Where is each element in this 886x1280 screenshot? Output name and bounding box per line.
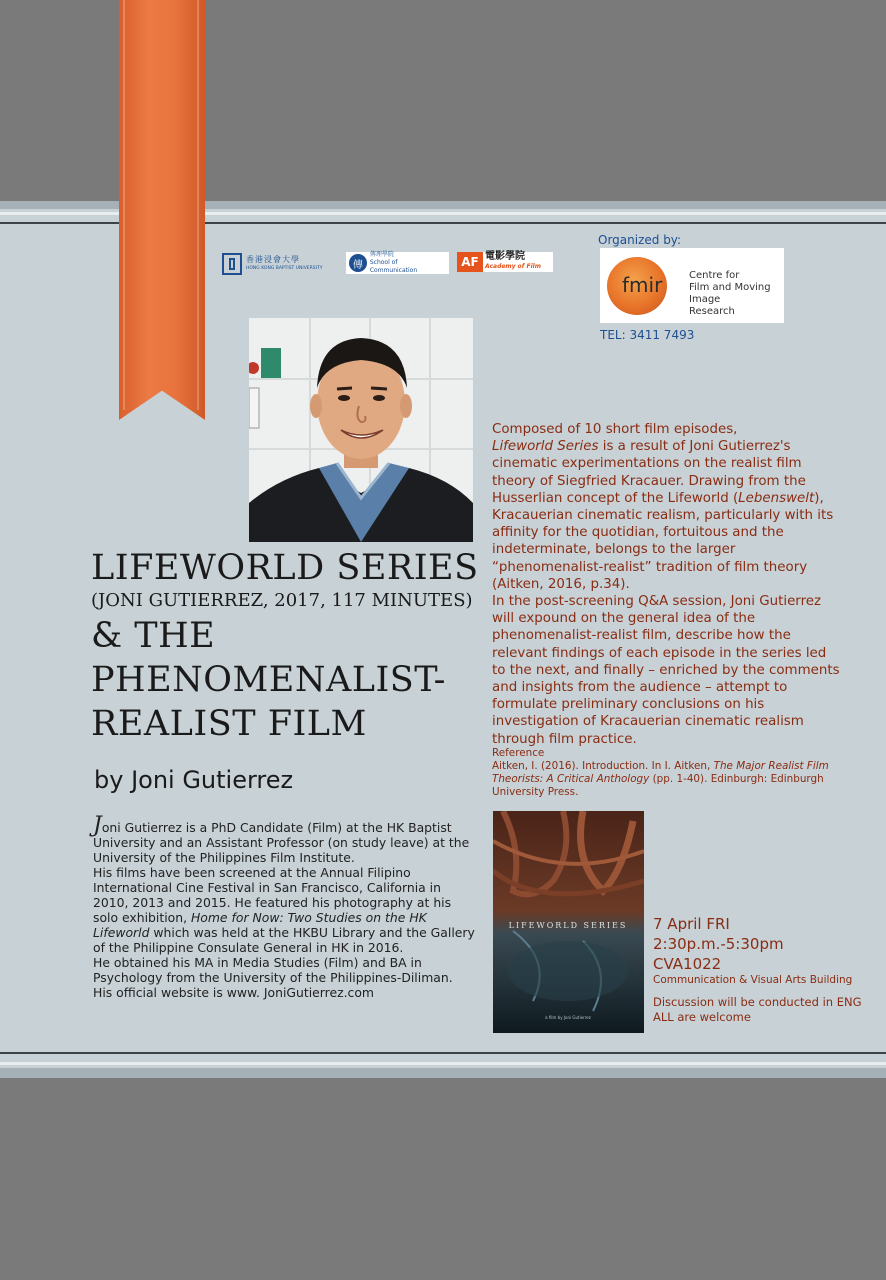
speaker-byline: by Joni Gutierrez (94, 766, 294, 794)
aof-name-en: Academy of Film (485, 263, 541, 270)
description-paragraph: In the post-screening Q&A session, Joni Gutierrez will expound on the general idea of the phenomenalist-realist film, describe how the relevant findings of each episode in the series led to the next, and finally – enriched by the comments and insights from the audience – attempt to formulate preliminary conclusions on his investigation of Kracauerian cinematic realism through film practice. (492, 594, 840, 747)
description-term: Lebenswelt (738, 490, 815, 506)
bottom-band (0, 1078, 886, 1280)
soc-emblem-icon: 傳 (349, 254, 367, 272)
divider (0, 1068, 886, 1078)
divider (0, 1052, 886, 1054)
event-venue: CVA1022 (653, 955, 722, 973)
description-text: is a result of Joni Gutierrez's cinematic experimentations on the realist film theory of Siegfried Kracauer. Drawing from the Husserlian concept of the Lifeworld ( (492, 439, 806, 506)
soc-name-zh: 傳理學院 (369, 251, 394, 258)
bio-paragraph (93, 865, 478, 955)
bio-paragraph: He obtained his MA in Media Studies (Film) and BA in Psychology from the University of the Philippines-Diliman. (93, 955, 453, 985)
reference-book-title: The Major Realist Film Theorists: A Critical Anthology (492, 760, 829, 785)
description-text: ), Kracauerian cinematic realism, particularly with its affinity for the quotidian, fortuitous and the indeterminate, belongs to the larger “phenomenalist-realist” tradition of film theory (Aitken, 2016, p.34). (492, 490, 834, 592)
description-film-title: Lifeworld Series (492, 439, 599, 455)
title-line (91, 614, 479, 746)
speaker-photo (249, 318, 473, 542)
speaker-portrait-illustration (249, 318, 473, 542)
bio-website: His official website is www. JoniGutierrez.com (93, 985, 374, 1000)
event-building: Communication & Visual Arts Building (653, 974, 853, 986)
aof-name-zh: 電影學院 (485, 251, 525, 262)
bio-text: oni Gutierrez is a PhD Candidate (Film) at the HK Baptist University and an Assistant Professor (on study leave) at the University of the Philippines Film Institute. (93, 820, 470, 865)
hkbu-name-en: HONG KONG BAPTIST UNIVERSITY (246, 266, 323, 271)
event-welcome: ALL are welcome (653, 1010, 751, 1024)
reference (492, 747, 837, 799)
hkbu-emblem-icon (222, 253, 242, 275)
fmir-name-line: Film and Moving Image (689, 282, 771, 305)
speaker-bio (93, 813, 478, 1000)
hkbu-name-zh: 香港浸會大學 (246, 255, 300, 264)
fmir-logo (600, 248, 784, 323)
event-date: 7 April FRI (653, 915, 730, 933)
film-poster (493, 811, 644, 1033)
poster-credit: a film by Joni Gutierrez (545, 1015, 591, 1020)
event-title (91, 548, 479, 746)
reference-citation (492, 760, 837, 799)
event-language: Discussion will be conducted in ENG (653, 995, 862, 1009)
bio-text: which was held at the HKBU Library and the Gallery of the Philippine Consulate General in HK in 2016. (93, 925, 475, 955)
bio-exhibition-title: Home for Now: Two Studies on the HK Lifeworld (93, 910, 427, 940)
event-time: 2:30p.m.-5:30pm (653, 935, 784, 953)
divider (0, 1062, 886, 1065)
fmir-wordmark: fmir (622, 273, 663, 297)
title-line-part: & THE (91, 616, 216, 656)
reference-text: Aitken, I. (2016). Introduction. In I. Aitken, (492, 760, 711, 772)
aof-emblem-icon: AF (457, 252, 483, 272)
reference-label: Reference (492, 747, 545, 759)
title-line-part: PHENOMENALIST- (91, 660, 446, 700)
title-line-part: REALIST FILM (91, 704, 367, 744)
organized-by-label: Organized by: (598, 233, 682, 247)
fmir-name-line: Centre for (689, 270, 740, 281)
description-text: Composed of 10 short film episodes, (492, 422, 738, 437)
poster-title: LIFEWORLD SERIES (508, 921, 628, 930)
fmir-name-line: Research (689, 306, 735, 317)
soc-name-en: School of Communication (369, 259, 418, 274)
event-details (653, 914, 862, 1025)
reference-text: (pp. 1-40). Edinburgh: Edinburgh University Press. (492, 773, 824, 798)
school-of-communication-logo (346, 252, 449, 274)
fmir-name (689, 270, 781, 318)
description-paragraph (492, 421, 842, 593)
title-subline: (JONI GUTIERREZ, 2017, 117 MINUTES) (91, 590, 473, 611)
event-description (492, 421, 842, 748)
bio-text: His films have been screened at the Annual Filipino International Cine Festival in San Francisco, California in 2010, 2013 and 2015. He featured his photography at his solo exhibition, (93, 865, 452, 925)
drop-cap: J (93, 813, 102, 838)
hkbu-logo (222, 252, 338, 276)
film-poster-art (493, 811, 644, 1033)
academy-of-film-logo (457, 252, 553, 272)
telephone: TEL: 3411 7493 (600, 328, 695, 342)
bio-paragraph (93, 813, 478, 865)
ribbon-bookmark (119, 0, 205, 420)
ribbon-stitch (123, 0, 125, 410)
ribbon-stitch (197, 0, 199, 410)
title-line: LIFEWORLD SERIES (91, 548, 479, 588)
